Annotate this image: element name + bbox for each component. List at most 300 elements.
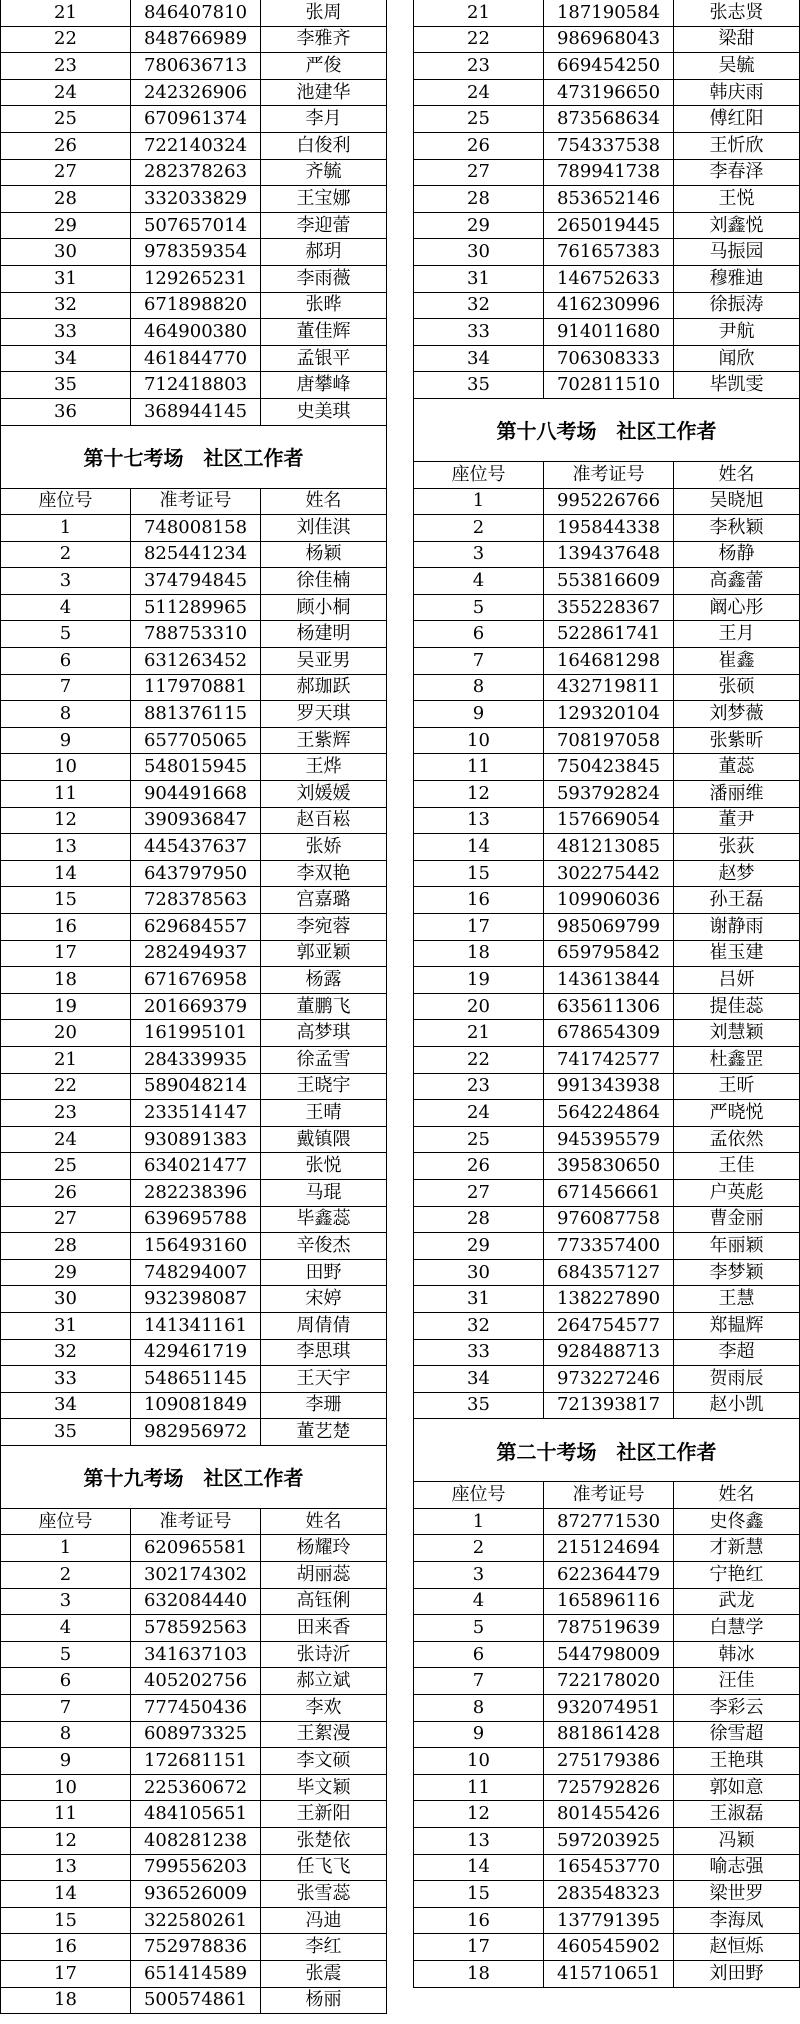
table-row <box>413 621 800 648</box>
exam-id: 137791395 <box>543 1908 673 1934</box>
exam-id: 780636713 <box>130 53 260 79</box>
table-row <box>413 1589 800 1616</box>
exam-id: 157669054 <box>543 808 673 834</box>
table-row <box>0 1286 387 1313</box>
exam-id: 589048214 <box>130 1074 260 1100</box>
name-header: 姓名 <box>260 489 387 515</box>
candidate-name: 李思琪 <box>260 1340 387 1366</box>
seat-number: 15 <box>0 887 130 913</box>
exam-id: 445437637 <box>130 834 260 860</box>
candidate-name: 毕凯雯 <box>673 372 800 398</box>
table-row <box>413 1233 800 1260</box>
seat-number: 8 <box>0 1722 130 1748</box>
table-row <box>0 1589 387 1616</box>
seat-number: 3 <box>413 1562 543 1588</box>
candidate-name: 毕文颖 <box>260 1775 387 1801</box>
exam-id: 429461719 <box>130 1340 260 1366</box>
candidate-name: 李雅齐 <box>260 27 387 53</box>
table-row <box>0 595 387 622</box>
exam-id: 332033829 <box>130 186 260 212</box>
candidate-name: 王紫辉 <box>260 728 387 754</box>
seat-number: 30 <box>0 239 130 265</box>
table-row <box>0 266 387 293</box>
name-header: 姓名 <box>673 1482 800 1508</box>
exam-id: 657705065 <box>130 728 260 754</box>
table-row <box>413 754 800 781</box>
name-header: 姓名 <box>260 1509 387 1535</box>
candidate-name: 王烨 <box>260 754 387 780</box>
candidate-name: 赵梦 <box>673 861 800 887</box>
candidate-name: 傅红阳 <box>673 106 800 132</box>
table-row <box>413 1074 800 1101</box>
candidate-name: 王艳琪 <box>673 1748 800 1774</box>
seat-number: 33 <box>413 319 543 345</box>
candidate-name: 吕妍 <box>673 967 800 993</box>
exam-id: 341637103 <box>130 1642 260 1668</box>
exam-id: 225360672 <box>130 1775 260 1801</box>
exam-id: 578592563 <box>130 1615 260 1641</box>
seat-number: 34 <box>0 1393 130 1419</box>
candidate-name: 刘慧颖 <box>673 1020 800 1046</box>
exam-id: 109906036 <box>543 887 673 913</box>
table-row <box>0 967 387 994</box>
seat-number: 31 <box>413 266 543 292</box>
exam-room-table <box>413 1419 800 1987</box>
table-row <box>413 834 800 861</box>
candidate-name: 田来香 <box>260 1615 387 1641</box>
table-row <box>413 808 800 835</box>
exam-id: 671456661 <box>543 1180 673 1206</box>
seat-number: 26 <box>0 133 130 159</box>
table-row <box>0 1047 387 1074</box>
candidate-name: 高梦琪 <box>260 1020 387 1046</box>
exam-id: 945395579 <box>543 1127 673 1153</box>
exam-id: 143613844 <box>543 967 673 993</box>
table-row <box>0 754 387 781</box>
candidate-name: 王悦 <box>673 186 800 212</box>
seat-number: 35 <box>413 372 543 398</box>
candidate-name: 韩庆雨 <box>673 80 800 106</box>
candidate-name: 孟银平 <box>260 346 387 372</box>
candidate-name: 胡丽蕊 <box>260 1562 387 1588</box>
exam-id: 936526009 <box>130 1881 260 1907</box>
candidate-name: 王佳 <box>673 1153 800 1179</box>
table-row <box>413 293 800 320</box>
seat-number: 32 <box>0 293 130 319</box>
seat-number: 33 <box>0 1366 130 1392</box>
seat-number: 16 <box>0 914 130 940</box>
exam-id: 405202756 <box>130 1668 260 1694</box>
exam-id: 275179386 <box>543 1748 673 1774</box>
exam-id: 473196650 <box>543 80 673 106</box>
exam-id: 825441234 <box>130 542 260 568</box>
table-row <box>0 1313 387 1340</box>
exam-id: 639695788 <box>130 1207 260 1233</box>
exam-id: 670961374 <box>130 106 260 132</box>
candidate-name: 王新阳 <box>260 1801 387 1827</box>
seat-number: 31 <box>413 1286 543 1312</box>
table-row <box>0 80 387 107</box>
seat-number: 13 <box>0 1855 130 1881</box>
exam-id: 481213085 <box>543 834 673 860</box>
exam-room-title: 第十八考场 社区工作者 <box>413 399 800 462</box>
table-row <box>413 1934 800 1961</box>
seat-number: 14 <box>0 1881 130 1907</box>
candidate-name: 刘梦薇 <box>673 701 800 727</box>
exam-id: 109081849 <box>130 1393 260 1419</box>
exam-room-table <box>0 426 387 1446</box>
candidate-name: 董佳辉 <box>260 319 387 345</box>
exam-id: 415710651 <box>543 1961 673 1987</box>
table-row <box>413 213 800 240</box>
exam-id: 264754577 <box>543 1313 673 1339</box>
table-row <box>0 1366 387 1393</box>
seat-number: 26 <box>0 1180 130 1206</box>
exam-room-table <box>0 1446 387 2014</box>
seat-number: 2 <box>0 542 130 568</box>
table-row <box>413 1340 800 1367</box>
seat-number: 4 <box>0 1615 130 1641</box>
candidate-name: 田野 <box>260 1260 387 1286</box>
candidate-name: 刘田野 <box>673 1961 800 1987</box>
exam-id: 671898820 <box>130 293 260 319</box>
candidate-name: 徐振涛 <box>673 293 800 319</box>
candidate-name: 董艺楚 <box>260 1419 387 1445</box>
seat-number: 35 <box>0 1419 130 1445</box>
seat-number: 5 <box>413 595 543 621</box>
seat-number: 2 <box>0 1562 130 1588</box>
exam-id: 995226766 <box>543 489 673 515</box>
table-row <box>0 1961 387 1988</box>
candidate-name: 宋婷 <box>260 1286 387 1312</box>
seat-number: 12 <box>0 808 130 834</box>
seat-number: 15 <box>413 1881 543 1907</box>
seat-number: 3 <box>413 542 543 568</box>
candidate-name: 韩冰 <box>673 1642 800 1668</box>
exam-id: 853652146 <box>543 186 673 212</box>
candidate-name: 张荻 <box>673 834 800 860</box>
exam-id: 632084440 <box>130 1589 260 1615</box>
exam-id: 976087758 <box>543 1207 673 1233</box>
seat-number: 31 <box>0 266 130 292</box>
candidate-name: 李雨薇 <box>260 266 387 292</box>
candidate-name: 严晓悦 <box>673 1100 800 1126</box>
exam-id: 544798009 <box>543 1642 673 1668</box>
table-row <box>0 1801 387 1828</box>
table-row <box>0 1393 387 1420</box>
candidate-name: 崔鑫 <box>673 648 800 674</box>
table-row <box>413 595 800 622</box>
candidate-name: 王淑磊 <box>673 1801 800 1827</box>
candidate-name: 唐攀峰 <box>260 372 387 398</box>
table-row <box>0 515 387 542</box>
table-row <box>413 27 800 54</box>
seat-number: 8 <box>0 701 130 727</box>
candidate-name: 罗天琪 <box>260 701 387 727</box>
seat-number: 29 <box>0 1260 130 1286</box>
exam-id: 302275442 <box>543 861 673 887</box>
seat-number: 2 <box>413 515 543 541</box>
exam-id: 355228367 <box>543 595 673 621</box>
table-row <box>0 1535 387 1562</box>
seat-number: 19 <box>0 994 130 1020</box>
candidate-name: 阚心彤 <box>673 595 800 621</box>
candidate-name: 宁艳红 <box>673 1562 800 1588</box>
candidate-name: 王忻欣 <box>673 133 800 159</box>
exam-id: 848766989 <box>130 27 260 53</box>
seat-number: 8 <box>413 675 543 701</box>
seat-number: 1 <box>0 515 130 541</box>
table-row <box>0 160 387 187</box>
table-row <box>413 489 800 516</box>
candidate-name: 武龙 <box>673 1589 800 1615</box>
candidate-name: 贺雨辰 <box>673 1366 800 1392</box>
candidate-name: 徐雪超 <box>673 1722 800 1748</box>
table-row <box>413 133 800 160</box>
table-row <box>0 27 387 54</box>
exam-id: 187190584 <box>543 0 673 26</box>
candidate-name: 张紫昕 <box>673 728 800 754</box>
seat-number: 32 <box>413 293 543 319</box>
table-row <box>0 648 387 675</box>
table-row <box>413 239 800 266</box>
exam-id: 721393817 <box>543 1393 673 1419</box>
candidate-name: 郭亚颖 <box>260 941 387 967</box>
seat-number: 9 <box>413 1722 543 1748</box>
table-row <box>0 1881 387 1908</box>
candidate-name: 周倩倩 <box>260 1313 387 1339</box>
exam-id: 129320104 <box>543 701 673 727</box>
table-row <box>413 1260 800 1287</box>
table-row <box>0 914 387 941</box>
candidate-name: 杨耀玲 <box>260 1535 387 1561</box>
table-row <box>413 1775 800 1802</box>
seat-number: 20 <box>0 1020 130 1046</box>
seat-number: 28 <box>413 1207 543 1233</box>
id-header: 准考证号 <box>130 1509 260 1535</box>
exam-id: 914011680 <box>543 319 673 345</box>
exam-id: 138227890 <box>543 1286 673 1312</box>
table-row <box>413 1100 800 1127</box>
candidate-name: 杨建明 <box>260 621 387 647</box>
candidate-name: 崔玉建 <box>673 941 800 967</box>
exam-id: 881376115 <box>130 701 260 727</box>
table-row <box>413 1642 800 1669</box>
seat-number: 30 <box>0 1286 130 1312</box>
table-row <box>0 728 387 755</box>
candidate-name: 马琨 <box>260 1180 387 1206</box>
candidate-name: 刘媛媛 <box>260 781 387 807</box>
candidate-name: 高钰俐 <box>260 1589 387 1615</box>
exam-id: 461844770 <box>130 346 260 372</box>
exam-id: 799556203 <box>130 1855 260 1881</box>
seat-number: 26 <box>413 133 543 159</box>
table-row <box>0 941 387 968</box>
candidate-name: 齐毓 <box>260 160 387 186</box>
candidate-name: 郭如意 <box>673 1775 800 1801</box>
name-header: 姓名 <box>673 462 800 488</box>
candidate-name: 张雪蕊 <box>260 1881 387 1907</box>
exam-id: 282378263 <box>130 160 260 186</box>
exam-room-table <box>0 0 387 426</box>
seat-number: 22 <box>0 1074 130 1100</box>
seat-number: 28 <box>0 1233 130 1259</box>
seat-number: 10 <box>0 754 130 780</box>
seat-header: 座位号 <box>413 1482 543 1508</box>
seat-number: 12 <box>413 1801 543 1827</box>
seat-number: 6 <box>413 1642 543 1668</box>
table-row <box>0 293 387 320</box>
candidate-name: 辛俊杰 <box>260 1233 387 1259</box>
seat-number: 9 <box>0 728 130 754</box>
table-row <box>0 1828 387 1855</box>
candidate-name: 吴亚男 <box>260 648 387 674</box>
candidate-name: 徐孟雪 <box>260 1047 387 1073</box>
seat-number: 2 <box>413 1535 543 1561</box>
exam-id: 678654309 <box>543 1020 673 1046</box>
seat-number: 17 <box>413 914 543 940</box>
table-row <box>413 701 800 728</box>
exam-id: 659795842 <box>543 941 673 967</box>
exam-id: 283548323 <box>543 1881 673 1907</box>
exam-id: 789941738 <box>543 160 673 186</box>
table-row <box>413 675 800 702</box>
table-row <box>0 701 387 728</box>
exam-id: 139437648 <box>543 542 673 568</box>
seat-number: 12 <box>0 1828 130 1854</box>
table-row <box>413 1722 800 1749</box>
candidate-name: 毕鑫蕊 <box>260 1207 387 1233</box>
table-row <box>413 887 800 914</box>
seat-number: 6 <box>0 648 130 674</box>
candidate-name: 杨静 <box>673 542 800 568</box>
table-row <box>0 239 387 266</box>
exam-id: 725792826 <box>543 1775 673 1801</box>
candidate-name: 杜鑫罡 <box>673 1047 800 1073</box>
exam-id: 395830650 <box>543 1153 673 1179</box>
table-row <box>0 1419 387 1446</box>
table-row <box>0 53 387 80</box>
exam-id: 881861428 <box>543 1722 673 1748</box>
table-row <box>0 781 387 808</box>
seat-header: 座位号 <box>413 462 543 488</box>
exam-id: 164681298 <box>543 648 673 674</box>
table-row <box>0 1180 387 1207</box>
table-row <box>0 399 387 426</box>
exam-id: 484105651 <box>130 1801 260 1827</box>
table-row <box>413 1881 800 1908</box>
seat-number: 16 <box>413 887 543 913</box>
seat-number: 32 <box>413 1313 543 1339</box>
table-row <box>0 319 387 346</box>
seat-number: 34 <box>413 1366 543 1392</box>
seat-number: 4 <box>0 595 130 621</box>
seat-number: 27 <box>0 1207 130 1233</box>
exam-id: 129265231 <box>130 266 260 292</box>
candidate-name: 张娇 <box>260 834 387 860</box>
candidate-name: 李梦颖 <box>673 1260 800 1286</box>
candidate-name: 李海凤 <box>673 1908 800 1934</box>
candidate-name: 王晴 <box>260 1100 387 1126</box>
seat-number: 12 <box>413 781 543 807</box>
exam-id: 651414589 <box>130 1961 260 1987</box>
exam-id: 548015945 <box>130 754 260 780</box>
seat-number: 14 <box>0 861 130 887</box>
seat-number: 33 <box>0 319 130 345</box>
candidate-name: 李文硕 <box>260 1748 387 1774</box>
exam-id: 282494937 <box>130 941 260 967</box>
table-row <box>0 106 387 133</box>
seat-number: 1 <box>413 1509 543 1535</box>
seat-number: 18 <box>413 941 543 967</box>
seat-number: 11 <box>413 754 543 780</box>
candidate-name: 梁世罗 <box>673 1881 800 1907</box>
table-row <box>0 1074 387 1101</box>
seat-number: 29 <box>413 1233 543 1259</box>
exam-id: 511289965 <box>130 595 260 621</box>
candidate-name: 张悦 <box>260 1153 387 1179</box>
seat-number: 29 <box>413 213 543 239</box>
candidate-name: 李月 <box>260 106 387 132</box>
seat-number: 11 <box>0 1801 130 1827</box>
candidate-name: 赵恒烁 <box>673 1934 800 1960</box>
exam-id: 635611306 <box>543 994 673 1020</box>
table-row <box>0 1695 387 1722</box>
exam-id: 548651145 <box>130 1366 260 1392</box>
exam-id: 750423845 <box>543 754 673 780</box>
id-header: 准考证号 <box>130 489 260 515</box>
seat-number: 18 <box>0 967 130 993</box>
seat-number: 11 <box>413 1775 543 1801</box>
exam-id: 629684557 <box>130 914 260 940</box>
table-row <box>413 515 800 542</box>
candidate-name: 户英彪 <box>673 1180 800 1206</box>
candidate-name: 杨丽 <box>260 1988 387 2014</box>
candidate-name: 杨露 <box>260 967 387 993</box>
seat-number: 18 <box>413 1961 543 1987</box>
seat-number: 24 <box>0 80 130 106</box>
candidate-name: 李双艳 <box>260 861 387 887</box>
table-row <box>413 0 800 27</box>
table-row <box>413 1748 800 1775</box>
candidate-name: 王天宇 <box>260 1366 387 1392</box>
exam-id: 165896116 <box>543 1589 673 1615</box>
candidate-name: 穆雅迪 <box>673 266 800 292</box>
table-row <box>413 1366 800 1393</box>
table-header-row <box>0 489 387 516</box>
exam-id: 741742577 <box>543 1047 673 1073</box>
table-row <box>0 1642 387 1669</box>
candidate-name: 王月 <box>673 621 800 647</box>
seat-number: 24 <box>413 80 543 106</box>
exam-id: 432719811 <box>543 675 673 701</box>
seat-number: 11 <box>0 781 130 807</box>
table-row <box>413 781 800 808</box>
exam-id: 669454250 <box>543 53 673 79</box>
candidate-name: 谢静雨 <box>673 914 800 940</box>
seat-number: 21 <box>413 1020 543 1046</box>
table-row <box>0 994 387 1021</box>
table-row <box>413 1908 800 1935</box>
exam-id: 973227246 <box>543 1366 673 1392</box>
table-row <box>0 1748 387 1775</box>
candidate-name: 冯颖 <box>673 1828 800 1854</box>
exam-id: 302174302 <box>130 1562 260 1588</box>
table-row <box>0 346 387 373</box>
exam-id: 265019445 <box>543 213 673 239</box>
exam-id: 985069799 <box>543 914 673 940</box>
candidate-name: 宫嘉璐 <box>260 887 387 913</box>
